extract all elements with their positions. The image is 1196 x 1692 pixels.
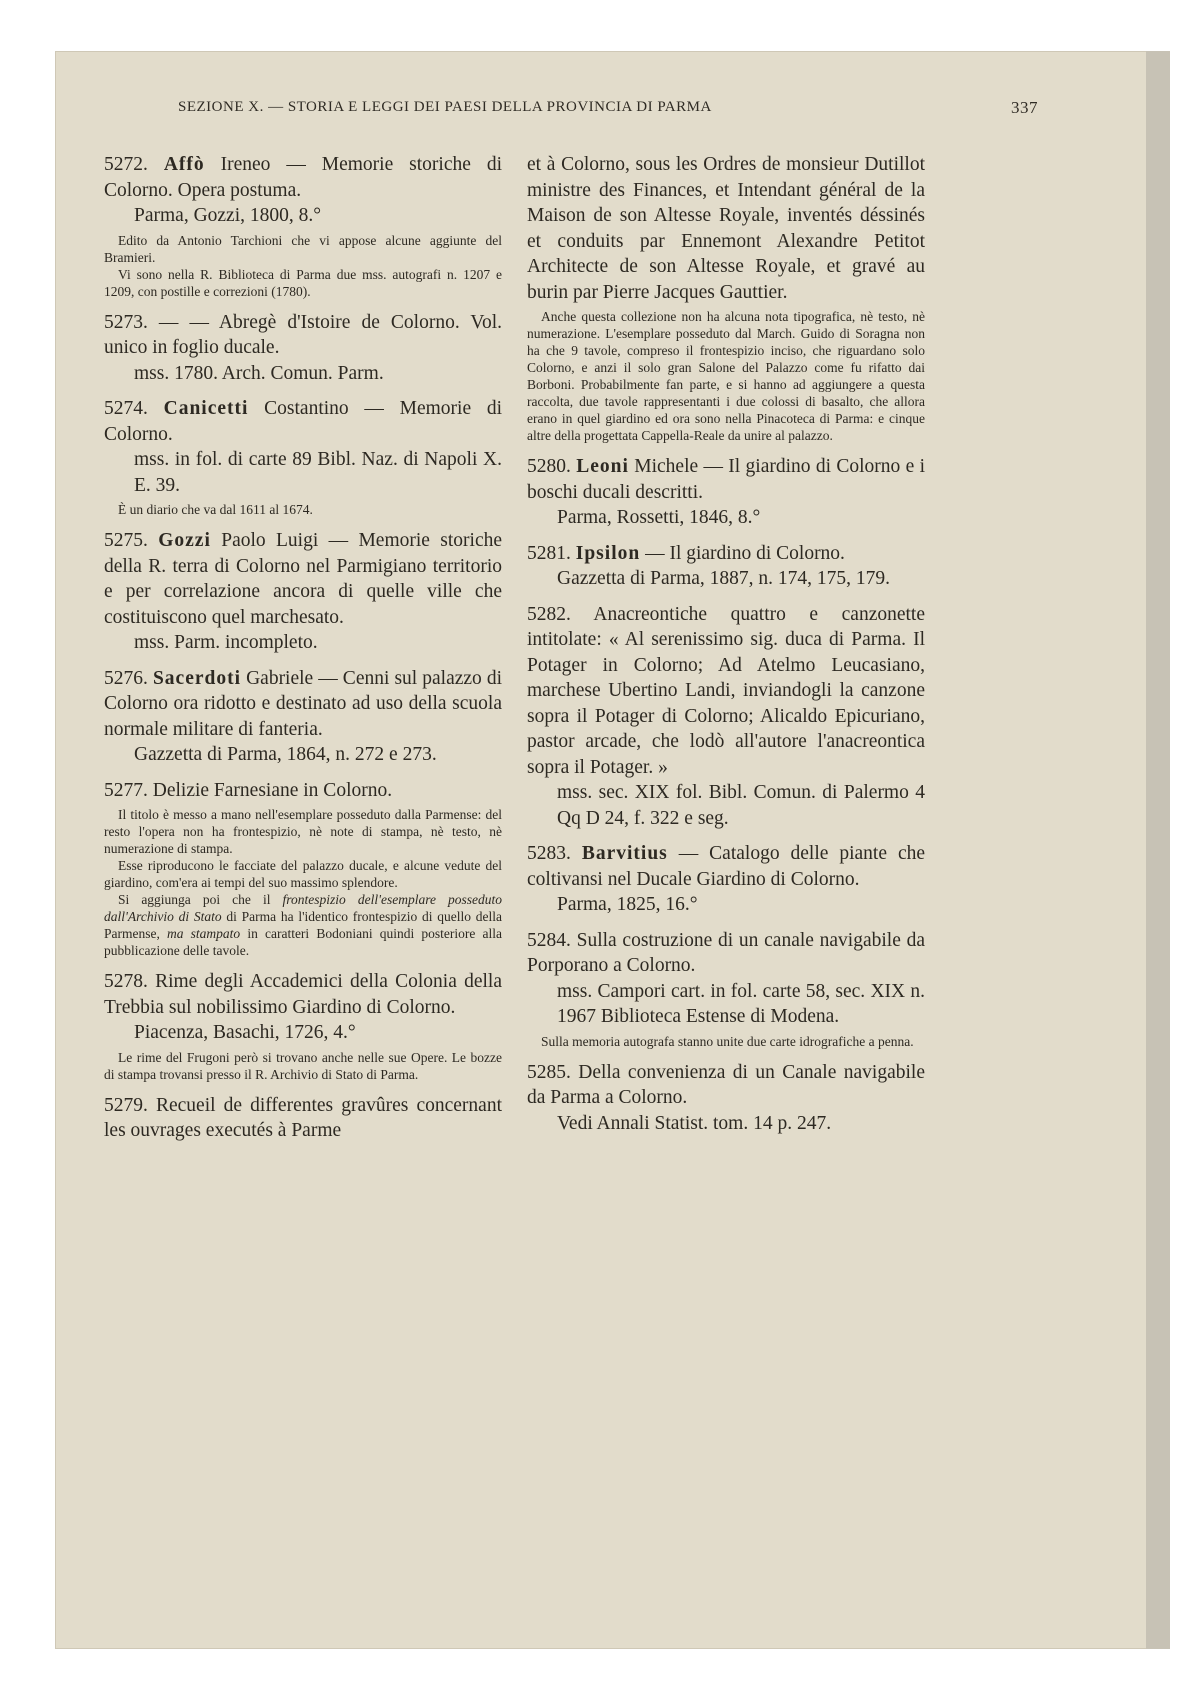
entry-title: Recueil de differentes gravûres concernant les ouvrages executés à Parme <box>104 1094 502 1141</box>
entry-number: 5273. <box>104 311 148 333</box>
entry-note <box>104 806 502 959</box>
entry-imprint: Piacenza, Basachi, 1726, 4.° <box>134 1022 356 1043</box>
catalog-entry-5281 <box>527 541 925 592</box>
catalog-entry-5273 <box>104 310 502 387</box>
entry-title: Sulla costruzione di un canale navigabile da Porporano a Colorno. <box>527 929 925 976</box>
entry-number: 5282. <box>527 603 571 625</box>
entry-author: Affò <box>163 154 205 175</box>
entry-number: 5278. <box>104 971 148 992</box>
entry-imprint: Parma, Gozzi, 1800, 8.° <box>134 205 322 226</box>
catalog-entry-5280 <box>527 454 925 531</box>
catalog-entry-5276 <box>104 666 502 768</box>
entry-imprint: mss. in fol. di carte 89 Bibl. Naz. di Napoli X. E. 39. <box>134 449 502 496</box>
entry-number: 5281. <box>527 542 571 564</box>
note-paragraph: Il titolo è messo a mano nell'esemplare posseduto dalla Parmense: del resto l'opera non ha frontespizio, nè note di stampa, nè testo, nè numerazione di stampa. <box>104 807 502 856</box>
entry-imprint: mss. 1780. Arch. Comun. Parm. <box>134 362 384 384</box>
note-paragraph <box>104 891 502 959</box>
catalog-entry-5279-continued <box>527 152 925 444</box>
entry-title: — Il giardino di Colorno. <box>645 542 845 564</box>
catalog-entry-5275 <box>104 528 502 656</box>
catalog-entry-5284 <box>527 928 925 1050</box>
entry-author: Barvitius <box>581 843 668 864</box>
entry-author: Gozzi <box>158 530 211 551</box>
note-italic-text: ma stampato <box>167 926 241 941</box>
page-edge-shadow <box>1146 51 1170 1649</box>
entry-imprint: Gazzetta di Parma, 1887, n. 174, 175, 179. <box>557 568 891 589</box>
entry-number: 5276. <box>104 667 148 689</box>
entry-title: Anacreontiche quattro e canzonette intitolate: « Al serenissimo sig. duca di Parma. Il Potager in Colorno; Ad Atelmo Leucasiano, marchese Ubertino Landi, inviandogli la canzone sopra il Potager di Colorno; Alicaldo Epicuriano, pastor arcade, che lodò all'autore l'anacreontica sopra il Potager. » <box>527 603 925 778</box>
entry-title: Paolo Luigi — Memorie storiche della R. terra di Colorno nel Parmigiano territorio e per correlazione ancora di quelle ville che costituiscono quel marchesato. <box>104 530 503 628</box>
running-head <box>178 99 1038 123</box>
entry-title: Della convenienza di un Canale navigabile da Parma a Colorno. <box>527 1061 925 1108</box>
entry-number: 5284. <box>527 929 571 951</box>
entry-imprint: mss. sec. XIX fol. Bibl. Comun. di Palermo 4 Qq D 24, f. 322 e seg. <box>557 782 925 829</box>
note-paragraph: Esse riproducono le facciate del palazzo ducale, e alcune vedute del giardino, com'era ai tempi del suo massimo splendore. <box>104 858 502 890</box>
entry-imprint: Parma, Rossetti, 1846, 8.° <box>557 507 761 528</box>
entry-author: Sacerdoti <box>152 667 242 689</box>
section-title: SEZIONE X. — STORIA E LEGGI DEI PAESI DELLA PROVINCIA DI PARMA <box>178 99 712 115</box>
entry-title: — — Abregè d'Istoire de Colorno. Vol. unico in foglio ducale. <box>104 311 502 358</box>
entry-number: 5272. <box>104 154 148 175</box>
catalog-entry-5283 <box>527 841 925 918</box>
entry-title: Michele — Il giardino di Colorno e i boschi ducali descritti. <box>527 456 926 503</box>
entry-title: Costantino — Memorie di Colorno. <box>104 398 502 445</box>
entry-note <box>104 501 502 518</box>
entry-title: Ireneo — Memorie storiche di Colorno. Opera postuma. <box>104 154 502 201</box>
entry-imprint: Vedi Annali Statist. tom. 14 p. 247. <box>557 1112 832 1134</box>
entry-number: 5277. <box>104 779 148 801</box>
note-text: in caratteri Bodoniani quindi posteriore alla pubblicazione delle tavole. <box>104 926 502 958</box>
entry-imprint: Parma, 1825, 16.° <box>557 894 698 915</box>
entry-imprint: Gazzetta di Parma, 1864, n. 272 e 273. <box>134 744 437 765</box>
page-number: 337 <box>1011 98 1038 117</box>
entry-author: Leoni <box>576 456 629 477</box>
entry-imprint: mss. Campori cart. in fol. carte 58, sec. XIX n. 1967 Biblioteca Estense di Modena. <box>557 980 925 1027</box>
catalog-entry-5277 <box>104 778 502 960</box>
entry-title: et à Colorno, sous les Ordres de monsieur Dutillot ministre des Finances, et Intendant général de la Maison de son Altesse Royale, inventés déssinés et conduits par Ennemont Alexandre Petitot Architecte de son Altesse Royale, et gravé au burin par Pierre Jacques Gauttier. <box>527 154 925 303</box>
note-paragraph: Sulla memoria autografa stanno unite due carte idrografiche a penna. <box>541 1033 914 1049</box>
note-italic-text: frontespizio dell'esemplare posseduto dall'Archivio di Stato <box>104 892 502 924</box>
catalog-entry-5285 <box>527 1060 925 1137</box>
entry-number: 5274. <box>104 398 148 419</box>
note-paragraph: Vi sono nella R. Biblioteca di Parma due mss. autografi n. 1207 e 1209, con postille e correzioni (1780). <box>104 266 502 299</box>
entry-number: 5275. <box>104 530 148 551</box>
left-column <box>104 152 502 1154</box>
catalog-entry-5272 <box>104 152 502 300</box>
entry-title: Rime degli Accademici della Colonia della Trebbia sul nobilissimo Giardino di Colorno. <box>104 971 502 1018</box>
entry-note <box>104 232 502 300</box>
catalog-entry-5274 <box>104 396 502 518</box>
catalog-entry-5278 <box>104 969 502 1083</box>
note-paragraph: Anche questa collezione non ha alcuna nota tipografica, nè testo, nè numerazione. L'esemplare posseduto dal March. Guido di Soragna non ha che 9 tavole, compreso il frontespizio inciso, che riguardano solo Colorno, e anzi il solo gran Salone del Palazzo come fu rifatto dai Borboni. Probabilmente fan parte, e si hanno ad aggiungere a questa raccolta, due tavole rappresentanti i due colossi di basalto, che allora erano in quel giardino ed ora sono nella Pinacoteca di Parma: e cinque altre della progettata Cappella-Reale da unire al palazzo. <box>527 309 925 443</box>
catalog-entry-5279 <box>104 1093 502 1144</box>
entry-title: — Catalogo delle piante che coltivansi nel Ducale Giardino di Colorno. <box>527 843 926 890</box>
entry-title: Delizie Farnesiane in Colorno. <box>152 779 393 801</box>
note-paragraph: Le rime del Frugoni però si trovano anche nelle sue Opere. Le bozze di stampa trovansi presso il R. Archivio di Stato di Parma. <box>104 1049 502 1082</box>
entry-number: 5280. <box>527 456 571 477</box>
entry-author: Canicetti <box>163 398 249 419</box>
note-text: Si aggiunga poi che il <box>118 892 283 907</box>
entry-note <box>527 308 925 444</box>
note-text: di Parma ha l'identico frontespizio di quello della Parmense, <box>104 909 502 941</box>
entry-number: 5285. <box>527 1061 571 1083</box>
entry-author: Ipsilon <box>575 542 641 564</box>
entry-imprint: mss. Parm. incompleto. <box>134 632 318 653</box>
entry-title: Gabriele — Cenni sul palazzo di Colorno ora ridotto e destinato ad uso della scuola normale militare di fanteria. <box>104 667 503 740</box>
entry-note <box>527 1033 925 1050</box>
entry-number: 5279. <box>104 1094 148 1116</box>
right-column <box>527 152 925 1146</box>
entry-note <box>104 1049 502 1083</box>
note-paragraph: È un diario che va dal 1611 al 1674. <box>118 502 313 517</box>
entry-number: 5283. <box>527 843 571 864</box>
note-paragraph: Edito da Antonio Tarchioni che vi appose alcune aggiunte del Bramieri. <box>104 232 502 265</box>
catalog-entry-5282 <box>527 602 925 832</box>
